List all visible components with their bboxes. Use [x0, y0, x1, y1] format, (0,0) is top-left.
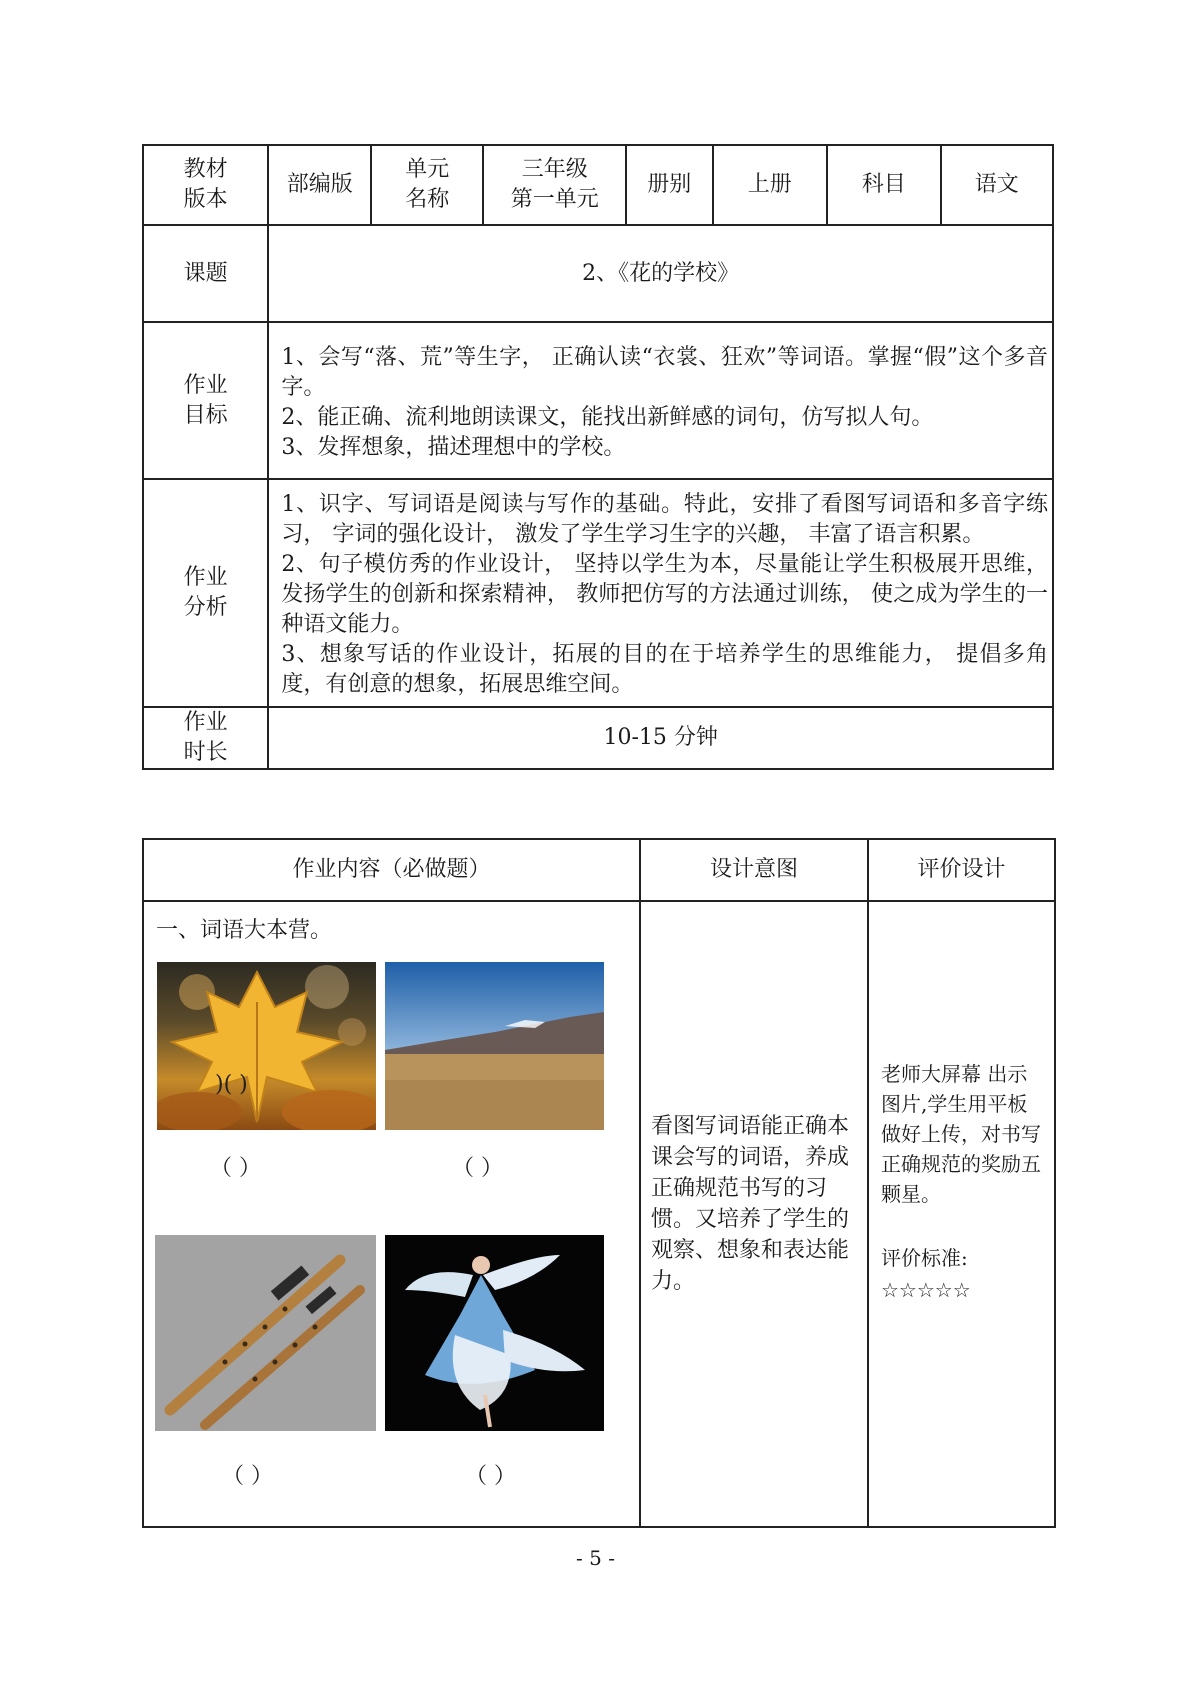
unit-value: 三年级 第一单元: [483, 145, 626, 225]
goal-content: [268, 322, 1053, 479]
volume-value: 上册: [713, 145, 828, 225]
evaluation-text: 老师大屏幕 出示图片,学生用平板做好上传，对书写正确规范的奖励五颗星。: [881, 1062, 1041, 1206]
goal-line: 1、会写“落、荒”等生字， 正确认读“衣裳、狂欢”等词语。掌握“假”这个多音字。: [281, 344, 1048, 400]
maple-leaf-photo: [157, 962, 376, 1130]
maple-leaf-image: [157, 962, 376, 1130]
bamboo-flute-image: [155, 1235, 376, 1431]
goal-label: 作业 目标: [143, 322, 268, 479]
goal-line: 3、发挥想象，描述理想中的学校。: [281, 434, 626, 460]
topic-value: 2、《花的学校》: [268, 225, 1053, 322]
answer-blank-3[interactable]: （ ）: [222, 1464, 273, 1489]
analysis-line: 3、想象写话的作业设计，拓展的目的在于培养学生的思维能力， 提倡多角度，有创意的想象，拓展思维空间。: [281, 642, 1048, 697]
topic-label: 课题: [143, 225, 268, 322]
desert-landscape-image: [385, 962, 604, 1130]
flute-photo: [155, 1235, 376, 1431]
analysis-content: [268, 479, 1053, 707]
analysis-line: 2、句子模仿秀的作业设计， 坚持以学生为本，尽量能让学生积极展开思维， 发扬学生的创新和探索精神， 教师把仿写的方法通过训练， 使之成为学生的一种语文能力。: [281, 552, 1048, 637]
subject-label: 科目: [827, 145, 940, 225]
exercise-cell: [143, 901, 640, 1527]
subject-value: 语文: [941, 145, 1053, 225]
column-header-content: 作业内容（必做题）: [143, 839, 640, 901]
answer-blank-4[interactable]: （ ）: [465, 1464, 516, 1489]
desert-photo: [385, 962, 604, 1130]
analysis-label: 作业 分析: [143, 479, 268, 707]
textbook-value: 部编版: [268, 145, 371, 225]
volume-label: 册别: [626, 145, 712, 225]
analysis-line: 1、识字、写词语是阅读与写作的基础。特此，安排了看图写词语和多音字练习， 字词的强化设计， 激发了学生学习生字的兴趣， 丰富了语言积累。: [281, 492, 1048, 547]
column-header-eval: 评价设计: [868, 839, 1055, 901]
homework-info-table: [142, 144, 1054, 770]
section-title: 一、词语大本营。: [156, 918, 333, 943]
textbook-label: 教材 版本: [143, 145, 268, 225]
duration-value: 10-15 分钟: [268, 707, 1053, 769]
homework-content-table: [142, 838, 1056, 1528]
answer-blank-2[interactable]: （ ）: [452, 1156, 503, 1181]
design-intent-cell: [640, 901, 868, 1527]
answer-blank-1[interactable]: （ ）: [210, 1156, 261, 1181]
evaluation-cell: [868, 901, 1055, 1527]
column-header-intent: 设计意图: [640, 839, 868, 901]
page-number: - 5 -: [576, 1546, 615, 1570]
dancer-image: [385, 1235, 604, 1431]
design-intent-text: 看图写词语能正确本课会写的词语，养成正确规范书写的习惯。又培养了学生的观察、想象和表达能力。: [651, 1114, 850, 1294]
dancer-photo: [385, 1235, 604, 1431]
duration-label: 作业 时长: [143, 707, 268, 769]
goal-line: 2、能正确、流利地朗读课文，能找出新鲜感的词句，仿写拟人句。: [281, 404, 934, 430]
unit-label: 单元 名称: [371, 145, 483, 225]
leaf-overlay-text: )( ): [215, 1072, 248, 1097]
evaluation-standard-label: 评价标准:: [881, 1246, 968, 1270]
evaluation-stars: ☆☆☆☆☆: [881, 1278, 971, 1302]
